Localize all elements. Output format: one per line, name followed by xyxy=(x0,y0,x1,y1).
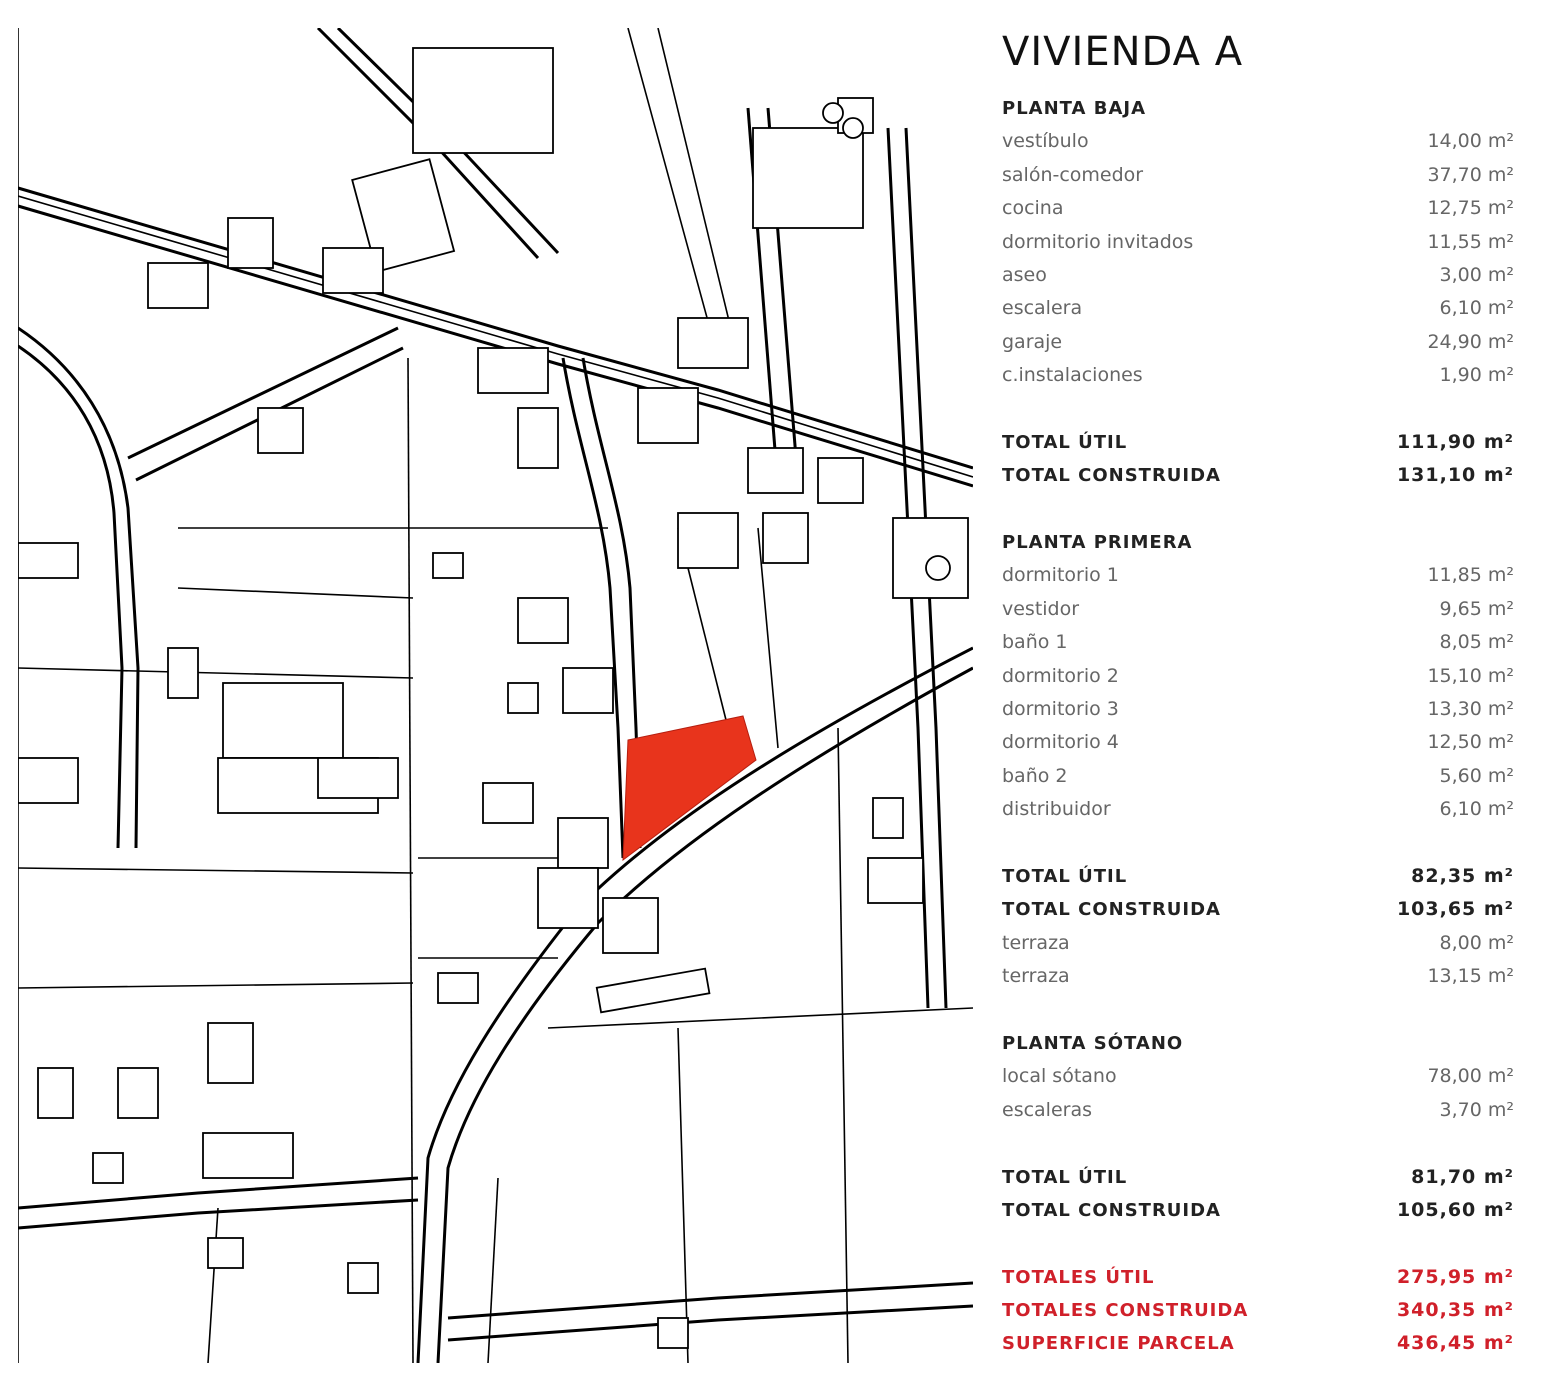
grand-total-row xyxy=(1002,1261,1514,1294)
room-row xyxy=(1002,559,1514,592)
room-name: distribuidor xyxy=(1002,798,1111,821)
room-name: c.instalaciones xyxy=(1002,364,1143,387)
room-area: 12,75 m² xyxy=(1427,197,1514,220)
total-value: 105,60 m² xyxy=(1396,1198,1514,1221)
room-row xyxy=(1002,626,1514,659)
total-construida-row xyxy=(1002,459,1514,492)
room-area: 8,00 m² xyxy=(1439,931,1514,954)
room-row xyxy=(1002,760,1514,793)
room-row xyxy=(1002,192,1514,225)
grand-total-row xyxy=(1002,1294,1514,1327)
room-name: escaleras xyxy=(1002,1098,1092,1121)
room-area: 78,00 m² xyxy=(1427,1065,1514,1088)
room-area: 8,05 m² xyxy=(1439,631,1514,654)
room-area: 1,90 m² xyxy=(1439,364,1514,387)
red-parcel-marker xyxy=(623,716,756,860)
room-name: local sótano xyxy=(1002,1065,1117,1088)
total-value: 82,35 m² xyxy=(1411,864,1514,887)
room-name: escalera xyxy=(1002,297,1083,320)
room-row xyxy=(1002,1060,1514,1093)
room-row xyxy=(1002,292,1514,325)
terrace-row xyxy=(1002,960,1514,993)
room-area: 37,70 m² xyxy=(1427,163,1514,186)
total-label: TOTAL ÚTIL xyxy=(1002,431,1128,453)
total-construida-row xyxy=(1002,1194,1514,1227)
room-area: 3,00 m² xyxy=(1439,263,1514,286)
room-row xyxy=(1002,693,1514,726)
room-row xyxy=(1002,226,1514,259)
room-name: terraza xyxy=(1002,931,1070,954)
area-summary-panel xyxy=(1002,26,1514,1361)
room-row xyxy=(1002,1094,1514,1127)
total-label: TOTAL ÚTIL xyxy=(1002,1166,1128,1188)
section-heading: PLANTA PRIMERA xyxy=(1002,532,1193,554)
grand-total-label: SUPERFICIE PARCELA xyxy=(1002,1333,1235,1355)
total-value: 131,10 m² xyxy=(1396,464,1514,487)
room-name: salón-comedor xyxy=(1002,163,1144,186)
total-label: TOTAL CONSTRUIDA xyxy=(1002,899,1221,921)
room-row xyxy=(1002,259,1514,292)
total-label: TOTAL CONSTRUIDA xyxy=(1002,465,1221,487)
room-name: vestidor xyxy=(1002,597,1080,620)
room-name: baño 2 xyxy=(1002,764,1068,787)
room-name: aseo xyxy=(1002,263,1047,286)
section-heading: PLANTA SÓTANO xyxy=(1002,1032,1184,1054)
room-row xyxy=(1002,326,1514,359)
total-util-row xyxy=(1002,1161,1514,1194)
total-value: 103,65 m² xyxy=(1396,898,1514,921)
room-area: 13,15 m² xyxy=(1427,965,1514,988)
room-area: 9,65 m² xyxy=(1439,597,1514,620)
room-row xyxy=(1002,159,1514,192)
room-name: dormitorio 4 xyxy=(1002,731,1119,754)
room-name: vestíbulo xyxy=(1002,130,1089,153)
room-name: baño 1 xyxy=(1002,631,1068,654)
room-name: cocina xyxy=(1002,197,1064,220)
room-area: 24,90 m² xyxy=(1427,330,1514,353)
room-name: terraza xyxy=(1002,965,1070,988)
total-construida-row xyxy=(1002,893,1514,926)
total-label: TOTAL ÚTIL xyxy=(1002,865,1128,887)
room-name: dormitorio invitados xyxy=(1002,230,1194,253)
room-area: 6,10 m² xyxy=(1439,798,1514,821)
grand-total-value: 340,35 m² xyxy=(1396,1299,1514,1322)
page-title: VIVIENDA A xyxy=(1002,29,1244,75)
room-row xyxy=(1002,359,1514,392)
room-row xyxy=(1002,793,1514,826)
total-value: 111,90 m² xyxy=(1396,430,1514,453)
grand-total-value: 436,45 m² xyxy=(1396,1332,1514,1355)
total-util-row xyxy=(1002,426,1514,459)
room-name: dormitorio 3 xyxy=(1002,698,1119,721)
grand-total-value: 275,95 m² xyxy=(1396,1265,1514,1288)
total-label: TOTAL CONSTRUIDA xyxy=(1002,1199,1221,1221)
room-row xyxy=(1002,125,1514,158)
room-area: 15,10 m² xyxy=(1427,664,1514,687)
room-area: 5,60 m² xyxy=(1439,764,1514,787)
room-row xyxy=(1002,660,1514,693)
room-area: 6,10 m² xyxy=(1439,297,1514,320)
room-area: 11,85 m² xyxy=(1427,564,1514,587)
grand-total-label: TOTALES CONSTRUIDA xyxy=(1002,1300,1249,1322)
total-value: 81,70 m² xyxy=(1411,1165,1514,1188)
grand-total-row xyxy=(1002,1327,1514,1360)
room-name: dormitorio 1 xyxy=(1002,564,1119,587)
room-area: 12,50 m² xyxy=(1427,731,1514,754)
grand-total-label: TOTALES ÚTIL xyxy=(1002,1266,1155,1288)
room-area: 11,55 m² xyxy=(1427,230,1514,253)
room-row xyxy=(1002,593,1514,626)
room-area: 13,30 m² xyxy=(1427,698,1514,721)
room-name: garaje xyxy=(1002,330,1063,353)
total-util-row xyxy=(1002,860,1514,893)
room-row xyxy=(1002,726,1514,759)
section-heading: PLANTA BAJA xyxy=(1002,98,1147,119)
terrace-row xyxy=(1002,927,1514,960)
room-name: dormitorio 2 xyxy=(1002,664,1119,687)
room-area: 3,70 m² xyxy=(1439,1098,1514,1121)
room-area: 14,00 m² xyxy=(1427,130,1514,153)
site-map xyxy=(18,28,973,1363)
